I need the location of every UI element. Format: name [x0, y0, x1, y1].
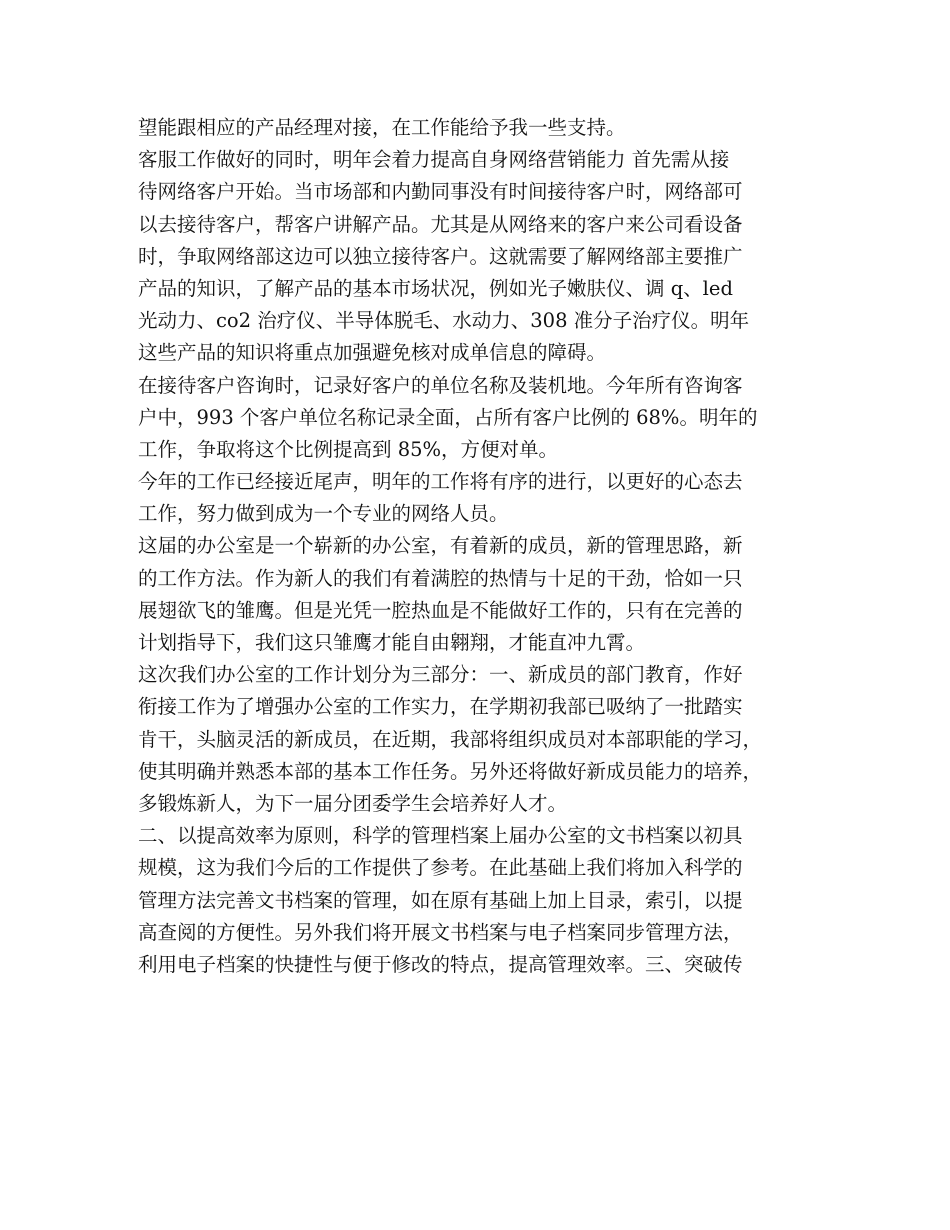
text-line: 利用电子档案的快捷性与便于修改的特点，提高管理效率。三、突破传 — [138, 952, 743, 976]
text-line: 客服工作做好的同时，明年会着力提高自身网络营销能力 首先需从接 — [138, 148, 730, 172]
text-line: 以去接待客户，帮客户讲解产品。尤其是从网络来的客户来公司看设备 — [138, 212, 743, 236]
text-line: 计划指导下，我们这只雏鹰才能自由翱翔，才能直冲九霄。 — [138, 631, 646, 654]
text-line: 光动力、co2 治疗仪、半导体脱毛、水动力、308 准分子治疗仪。明年 — [138, 309, 750, 333]
text-line: 使其明确并熟悉本部的基本工作任务。另外还将做好新成员能力的培养， — [138, 759, 763, 783]
text-line: 产品的知识，了解产品的基本市场状况，例如光子嫩肤仪、调 q、led — [138, 276, 733, 300]
text-line: 在接待客户咨询时，记录好客户的单位名称及装机地。今年所有咨询客 — [138, 373, 743, 397]
text-line: 衔接工作为了增强办公室的工作实力，在学期初我部已吸纳了一批踏实 — [138, 695, 743, 719]
text-line: 这届的办公室是一个崭新的办公室，有着新的成员，新的管理思路，新 — [138, 534, 743, 558]
text-line: 这些产品的知识将重点加强避免核对成单信息的障碍。 — [138, 341, 607, 365]
text-line: 肯干，头脑灵活的新成员，在近期，我部将组织成员对本部职能的学习， — [138, 727, 763, 751]
text-line: 时，争取网络部这边可以独立接待客户。这就需要了解网络部主要推广 — [138, 244, 743, 268]
text-line: 管理方法完善文书档案的管理，如在原有基础上加上目录，索引，以提 — [138, 888, 743, 912]
text-line: 工作，努力做到成为一个专业的网络人员。 — [138, 502, 509, 526]
document-body — [138, 112, 818, 981]
text-line: 这次我们办公室的工作计划分为三部分：一、新成员的部门教育，作好 — [138, 663, 743, 687]
text-line: 二、以提高效率为原则，科学的管理档案上届办公室的文书档案以初具 — [138, 824, 743, 848]
text-line: 今年的工作已经接近尾声，明年的工作将有序的进行，以更好的心态去 — [138, 470, 743, 494]
text-line: 工作，争取将这个比例提高到 85%，方便对单。 — [138, 437, 559, 461]
text-line: 高查阅的方便性。另外我们将开展文书档案与电子档案同步管理方法， — [138, 920, 743, 944]
text-line: 的工作方法。作为新人的我们有着满腔的热情与十足的干劲，恰如一只 — [138, 566, 743, 590]
text-line: 待网络客户开始。当市场部和内勤同事没有时间接待客户时，网络部可 — [138, 180, 743, 204]
text-line: 多锻炼新人，为下一届分团委学生会培养好人才。 — [138, 791, 568, 815]
text-line: 户中，993 个客户单位名称记录全面，占所有客户比例的 68%。明年的 — [138, 405, 758, 429]
text-line: 规模，这为我们今后的工作提供了参考。在此基础上我们将加入科学的 — [138, 856, 743, 880]
text-line: 展翅欲飞的雏鹰。但是光凭一腔热血是不能做好工作的，只有在完善的 — [138, 598, 743, 622]
text-line: 望能跟相应的产品经理对接，在工作能给予我一些支持。 — [138, 116, 626, 139]
